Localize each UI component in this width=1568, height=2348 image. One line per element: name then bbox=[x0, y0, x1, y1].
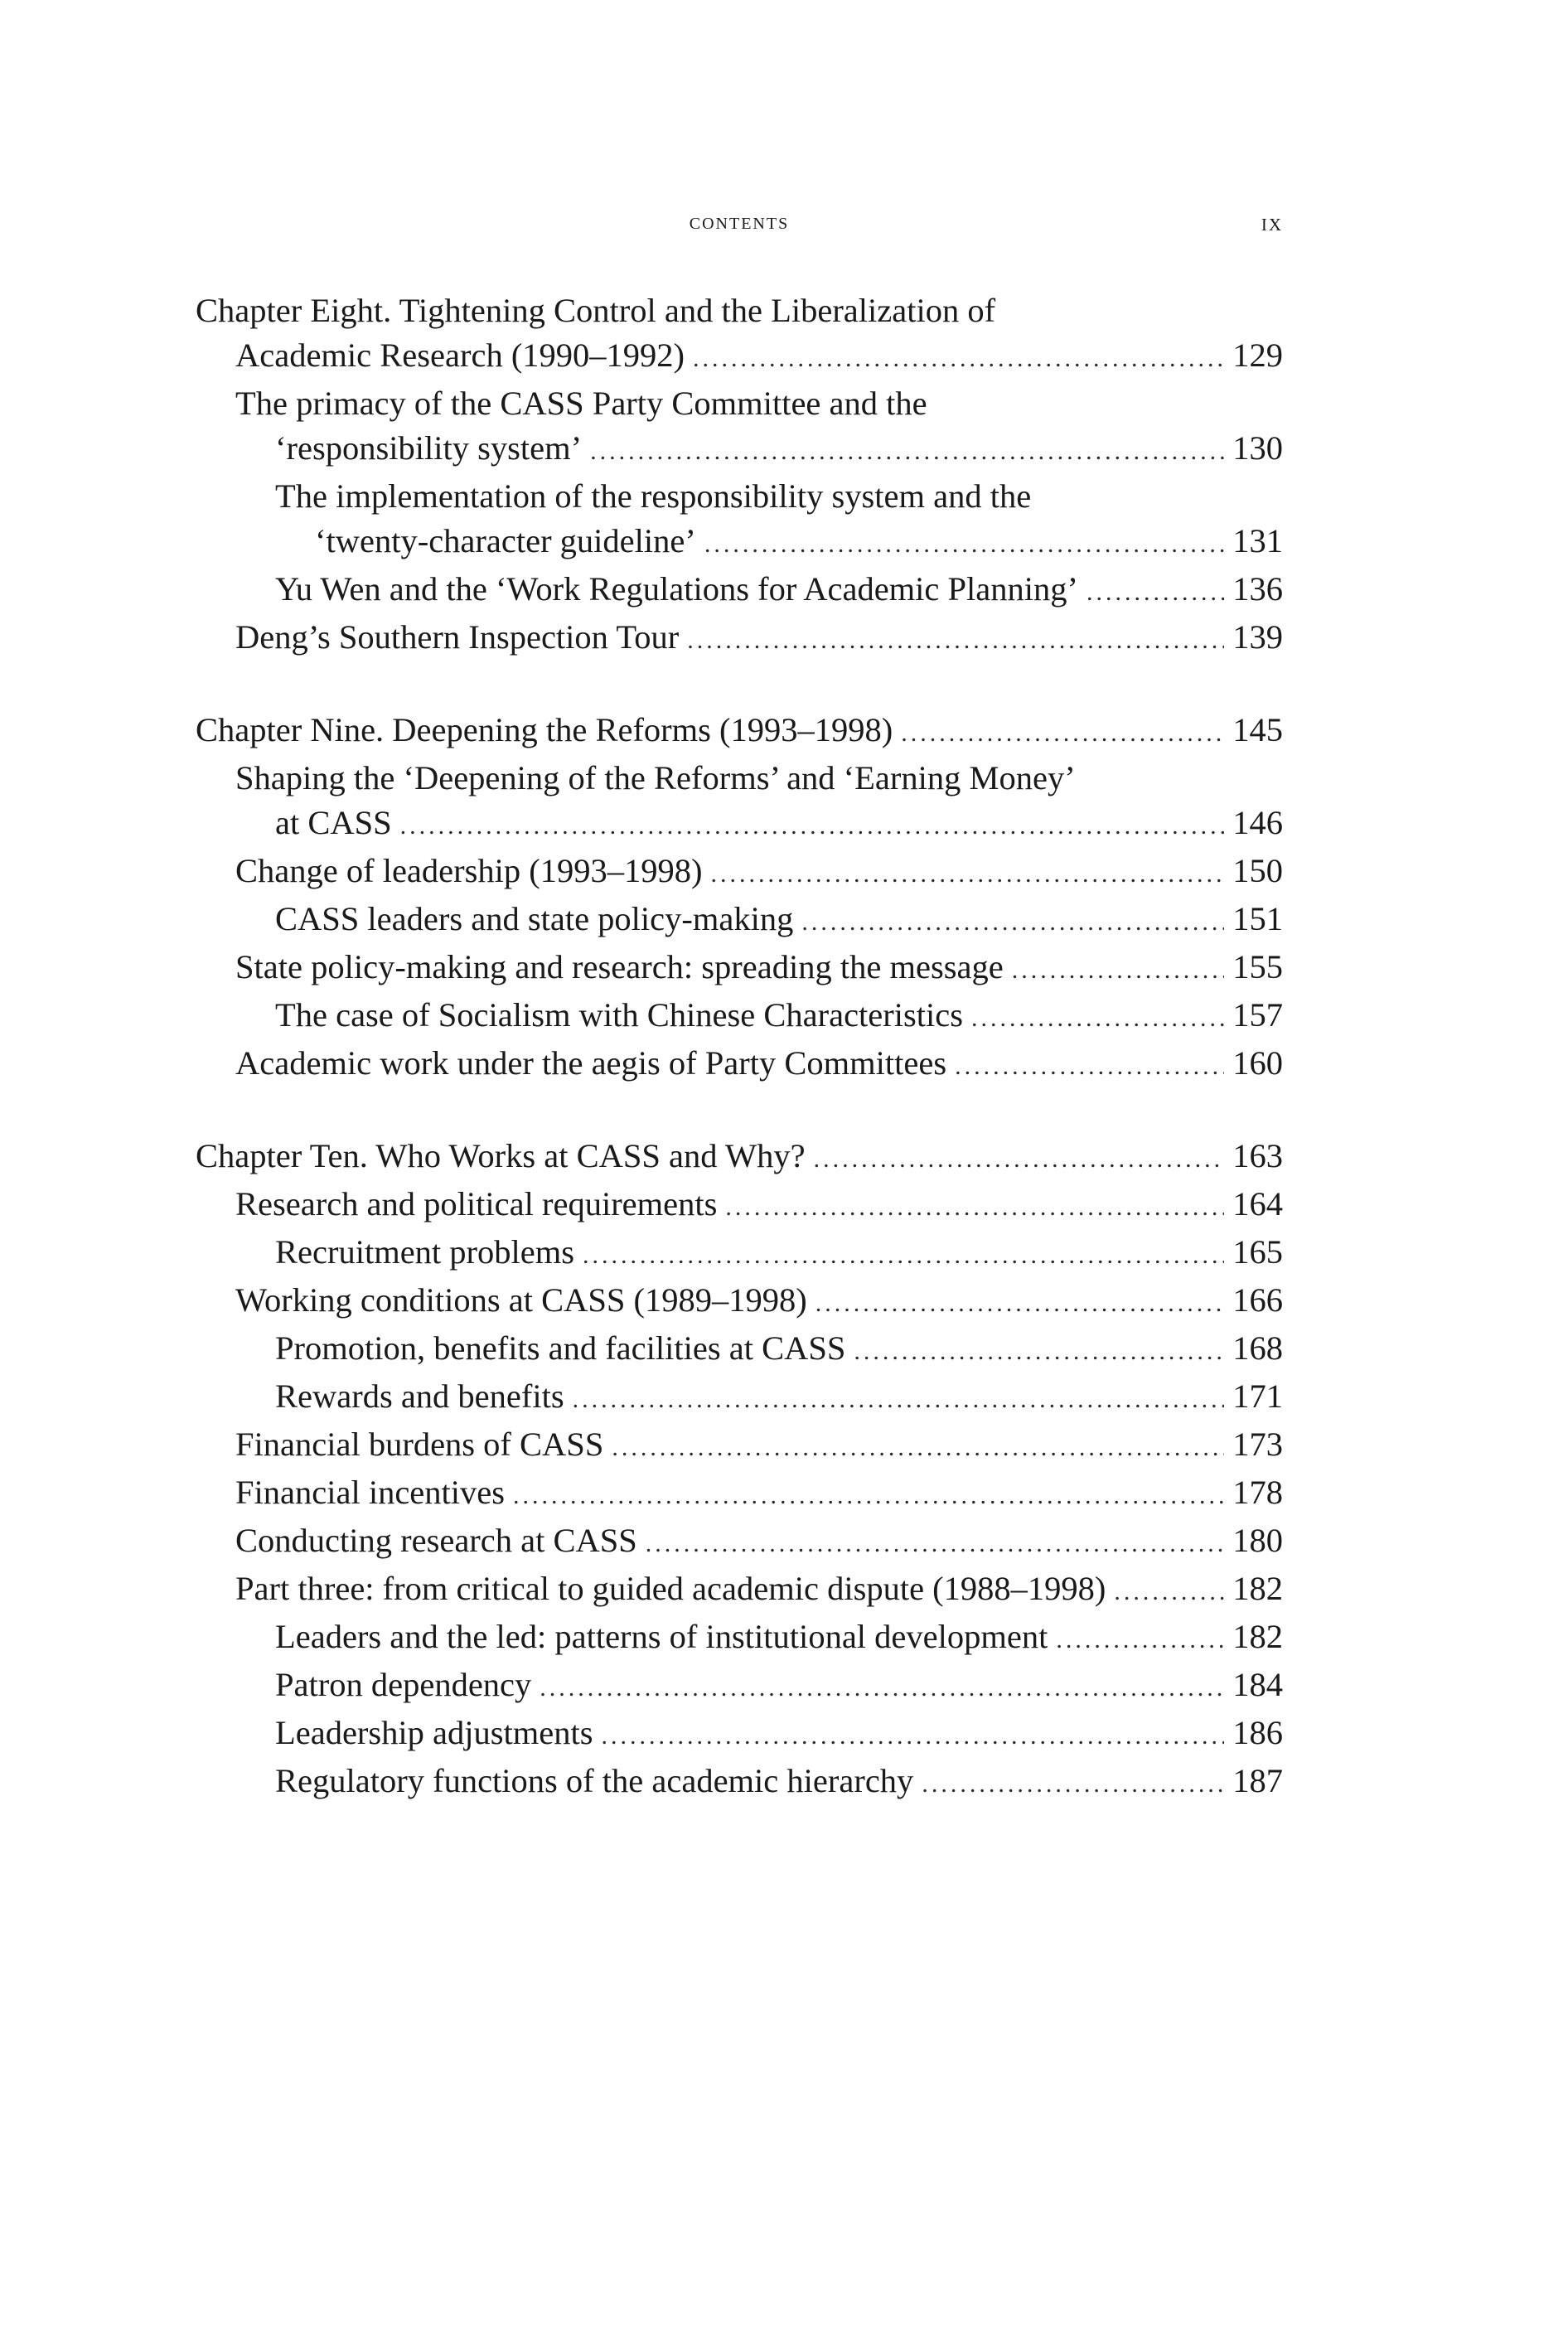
toc-entry-title: Change of leadership (1993–1998) bbox=[235, 852, 703, 889]
toc-entry-line bbox=[196, 1134, 1283, 1182]
toc-subsection-entry bbox=[196, 897, 1283, 945]
toc-entry-title: Financial burdens of CASS bbox=[235, 1426, 604, 1463]
toc-page-number: 129 bbox=[1232, 336, 1283, 374]
dot-leader bbox=[573, 1377, 1225, 1422]
toc-page-number: 186 bbox=[1232, 1714, 1283, 1751]
toc-section-entry bbox=[196, 1566, 1283, 1615]
toc-subsection-entry bbox=[196, 1663, 1283, 1711]
dot-leader bbox=[955, 1044, 1224, 1089]
dot-leader bbox=[540, 1666, 1224, 1711]
toc-subsection-entry bbox=[196, 1711, 1283, 1759]
dot-leader bbox=[854, 1329, 1224, 1374]
toc-section-entry bbox=[196, 1518, 1283, 1566]
dot-leader bbox=[583, 1233, 1224, 1278]
toc-section-entry bbox=[196, 1278, 1283, 1326]
toc-section-entry bbox=[196, 1182, 1283, 1230]
toc-page-number: 139 bbox=[1232, 618, 1283, 656]
toc-entry-line bbox=[196, 708, 1283, 756]
toc-entry-title-first-line: Shaping the ‘Deepening of the Reforms’ and ‘Earning Money’ bbox=[235, 759, 1076, 796]
toc-subsection-entry bbox=[196, 1230, 1283, 1278]
toc-chapter-entry bbox=[196, 1134, 1283, 1182]
toc-chapter-group bbox=[196, 1134, 1283, 1807]
dot-leader bbox=[710, 852, 1224, 897]
toc-entry-title: Patron dependency bbox=[275, 1666, 532, 1703]
toc-page-number: 178 bbox=[1232, 1474, 1283, 1511]
toc-entry-title: The case of Socialism with Chinese Characteristics bbox=[275, 996, 964, 1034]
toc-entry-line bbox=[275, 1759, 1283, 1807]
toc-subsection-entry bbox=[196, 1326, 1283, 1374]
toc-page-number: 131 bbox=[1232, 522, 1283, 559]
toc-page-number: 168 bbox=[1232, 1329, 1283, 1367]
toc-page-number: 155 bbox=[1232, 948, 1283, 985]
toc-entry-title: Promotion, benefits and facilities at CASS bbox=[275, 1329, 846, 1367]
toc-entry-title: Yu Wen and the ‘Work Regulations for Academic Planning’ bbox=[275, 570, 1079, 608]
toc-entry-title: Rewards and benefits bbox=[275, 1377, 564, 1415]
toc-entry-line bbox=[275, 567, 1283, 615]
dot-leader bbox=[725, 1185, 1224, 1230]
toc-entry-title: CASS leaders and state policy-making bbox=[275, 900, 794, 937]
toc-section-entry bbox=[196, 1041, 1283, 1089]
toc-entry-line bbox=[235, 801, 1283, 849]
toc-page-number: 165 bbox=[1232, 1233, 1283, 1271]
dot-leader bbox=[693, 336, 1224, 381]
toc-subsection-entry bbox=[196, 1374, 1283, 1422]
toc-section-entry bbox=[196, 1470, 1283, 1518]
toc-entry-title: Leadership adjustments bbox=[275, 1714, 593, 1751]
toc-entry-title-first-line: The primacy of the CASS Party Committee and the bbox=[235, 385, 927, 422]
toc-entry-line bbox=[196, 333, 1283, 381]
toc-page-number: 146 bbox=[1232, 804, 1283, 841]
table-of-contents bbox=[196, 288, 1283, 1807]
toc-entry-title: Chapter Nine. Deepening the Reforms (1993–1998) bbox=[196, 711, 893, 748]
toc-section-entry bbox=[196, 615, 1283, 663]
dot-leader bbox=[704, 522, 1224, 567]
dot-leader bbox=[513, 1474, 1224, 1518]
toc-subsection-entry bbox=[196, 1759, 1283, 1807]
toc-entry-line bbox=[235, 1182, 1283, 1230]
toc-subsection-entry bbox=[196, 567, 1283, 615]
running-title: contents bbox=[689, 209, 790, 235]
dot-leader bbox=[612, 1426, 1224, 1470]
dot-leader bbox=[1012, 948, 1225, 993]
toc-page-number: 180 bbox=[1232, 1522, 1283, 1559]
toc-entry-title: Regulatory functions of the academic hierarchy bbox=[275, 1762, 914, 1799]
toc-page-number: 151 bbox=[1232, 900, 1283, 937]
toc-page-number: 157 bbox=[1232, 996, 1283, 1034]
toc-entry-title-first-line: Chapter Eight. Tightening Control and the Liberalization of bbox=[196, 292, 996, 329]
toc-subsection-entry bbox=[196, 1615, 1283, 1663]
toc-entry-title: Recruitment problems bbox=[275, 1233, 575, 1271]
toc-entry-title: Deng’s Southern Inspection Tour bbox=[235, 618, 680, 656]
toc-entry-title: at CASS bbox=[275, 804, 392, 841]
toc-chapter-entry bbox=[196, 708, 1283, 756]
running-head bbox=[196, 209, 1283, 242]
toc-entry-line bbox=[235, 426, 1283, 474]
dot-leader bbox=[400, 804, 1225, 849]
toc-chapter-entry bbox=[196, 288, 1283, 381]
toc-entry-title: Working conditions at CASS (1989–1998) bbox=[235, 1281, 807, 1319]
dot-leader bbox=[590, 429, 1224, 474]
toc-entry-title: Financial incentives bbox=[235, 1474, 506, 1511]
toc-entry-line bbox=[275, 1711, 1283, 1759]
toc-page-number: 150 bbox=[1232, 852, 1283, 889]
toc-chapter-group bbox=[196, 288, 1283, 663]
toc-page-number: 173 bbox=[1232, 1426, 1283, 1463]
toc-page-number: 130 bbox=[1232, 429, 1283, 467]
dot-leader bbox=[687, 618, 1224, 663]
dot-leader bbox=[1114, 1570, 1224, 1615]
toc-entry-title: Leaders and the led: patterns of institutional development bbox=[275, 1618, 1048, 1655]
toc-entry-line bbox=[235, 1470, 1283, 1518]
toc-page-number: 182 bbox=[1232, 1570, 1283, 1607]
toc-entry-title: Academic Research (1990–1992) bbox=[235, 336, 685, 374]
toc-entry-line bbox=[235, 1278, 1283, 1326]
toc-entry-line bbox=[235, 1041, 1283, 1089]
toc-entry-line bbox=[235, 1566, 1283, 1615]
toc-entry-title: Academic work under the aegis of Party Committees bbox=[235, 1044, 947, 1082]
toc-entry-title: Conducting research at CASS bbox=[235, 1522, 637, 1559]
toc-page-number: 163 bbox=[1232, 1137, 1283, 1174]
toc-entry-line bbox=[275, 519, 1283, 567]
toc-subsection-entry bbox=[196, 474, 1283, 567]
toc-page-number: 145 bbox=[1232, 711, 1283, 748]
toc-entry-line bbox=[275, 1326, 1283, 1374]
toc-entry-title-first-line: The implementation of the responsibility system and the bbox=[275, 477, 1032, 515]
toc-entry-title: Chapter Ten. Who Works at CASS and Why? bbox=[196, 1137, 806, 1174]
toc-page-number: 171 bbox=[1232, 1377, 1283, 1415]
toc-page-number: 184 bbox=[1232, 1666, 1283, 1703]
toc-entry-line bbox=[235, 945, 1283, 993]
toc-chapter-group bbox=[196, 708, 1283, 1089]
toc-entry-title: Part three: from critical to guided academic dispute (1988–1998) bbox=[235, 1570, 1106, 1607]
toc-entry-line bbox=[275, 1374, 1283, 1422]
toc-entry-line bbox=[235, 1422, 1283, 1470]
toc-entry-title: Research and political requirements bbox=[235, 1185, 718, 1222]
dot-leader bbox=[901, 711, 1224, 756]
toc-page-number: 164 bbox=[1232, 1185, 1283, 1222]
toc-entry-line bbox=[275, 1230, 1283, 1278]
page-folio: ix bbox=[1261, 209, 1283, 236]
toc-entry-line bbox=[275, 1615, 1283, 1663]
toc-entry-line bbox=[235, 615, 1283, 663]
toc-section-entry bbox=[196, 756, 1283, 849]
dot-leader bbox=[1086, 570, 1224, 615]
toc-page-number: 182 bbox=[1232, 1618, 1283, 1655]
dot-leader bbox=[815, 1281, 1225, 1326]
dot-leader bbox=[922, 1762, 1224, 1807]
toc-page-number: 187 bbox=[1232, 1762, 1283, 1799]
toc-section-entry bbox=[196, 1422, 1283, 1470]
dot-leader bbox=[646, 1522, 1224, 1566]
dot-leader bbox=[1056, 1618, 1224, 1663]
toc-section-entry bbox=[196, 945, 1283, 993]
toc-page-number: 136 bbox=[1232, 570, 1283, 608]
dot-leader bbox=[814, 1137, 1225, 1182]
toc-entry-line bbox=[275, 897, 1283, 945]
toc-page-number: 166 bbox=[1232, 1281, 1283, 1319]
toc-entry-line bbox=[235, 849, 1283, 897]
toc-entry-line bbox=[275, 993, 1283, 1041]
dot-leader bbox=[602, 1714, 1225, 1759]
toc-page-number: 160 bbox=[1232, 1044, 1283, 1082]
toc-subsection-entry bbox=[196, 993, 1283, 1041]
toc-entry-title: ‘responsibility system’ bbox=[275, 429, 583, 467]
toc-entry-line bbox=[235, 1518, 1283, 1566]
dot-leader bbox=[971, 996, 1224, 1041]
toc-section-entry bbox=[196, 849, 1283, 897]
toc-section-entry bbox=[196, 381, 1283, 474]
toc-entry-title: State policy-making and research: spreading the message bbox=[235, 948, 1004, 985]
toc-entry-line bbox=[275, 1663, 1283, 1711]
dot-leader bbox=[801, 900, 1224, 945]
toc-entry-title: ‘twenty-character guideline’ bbox=[315, 522, 696, 559]
